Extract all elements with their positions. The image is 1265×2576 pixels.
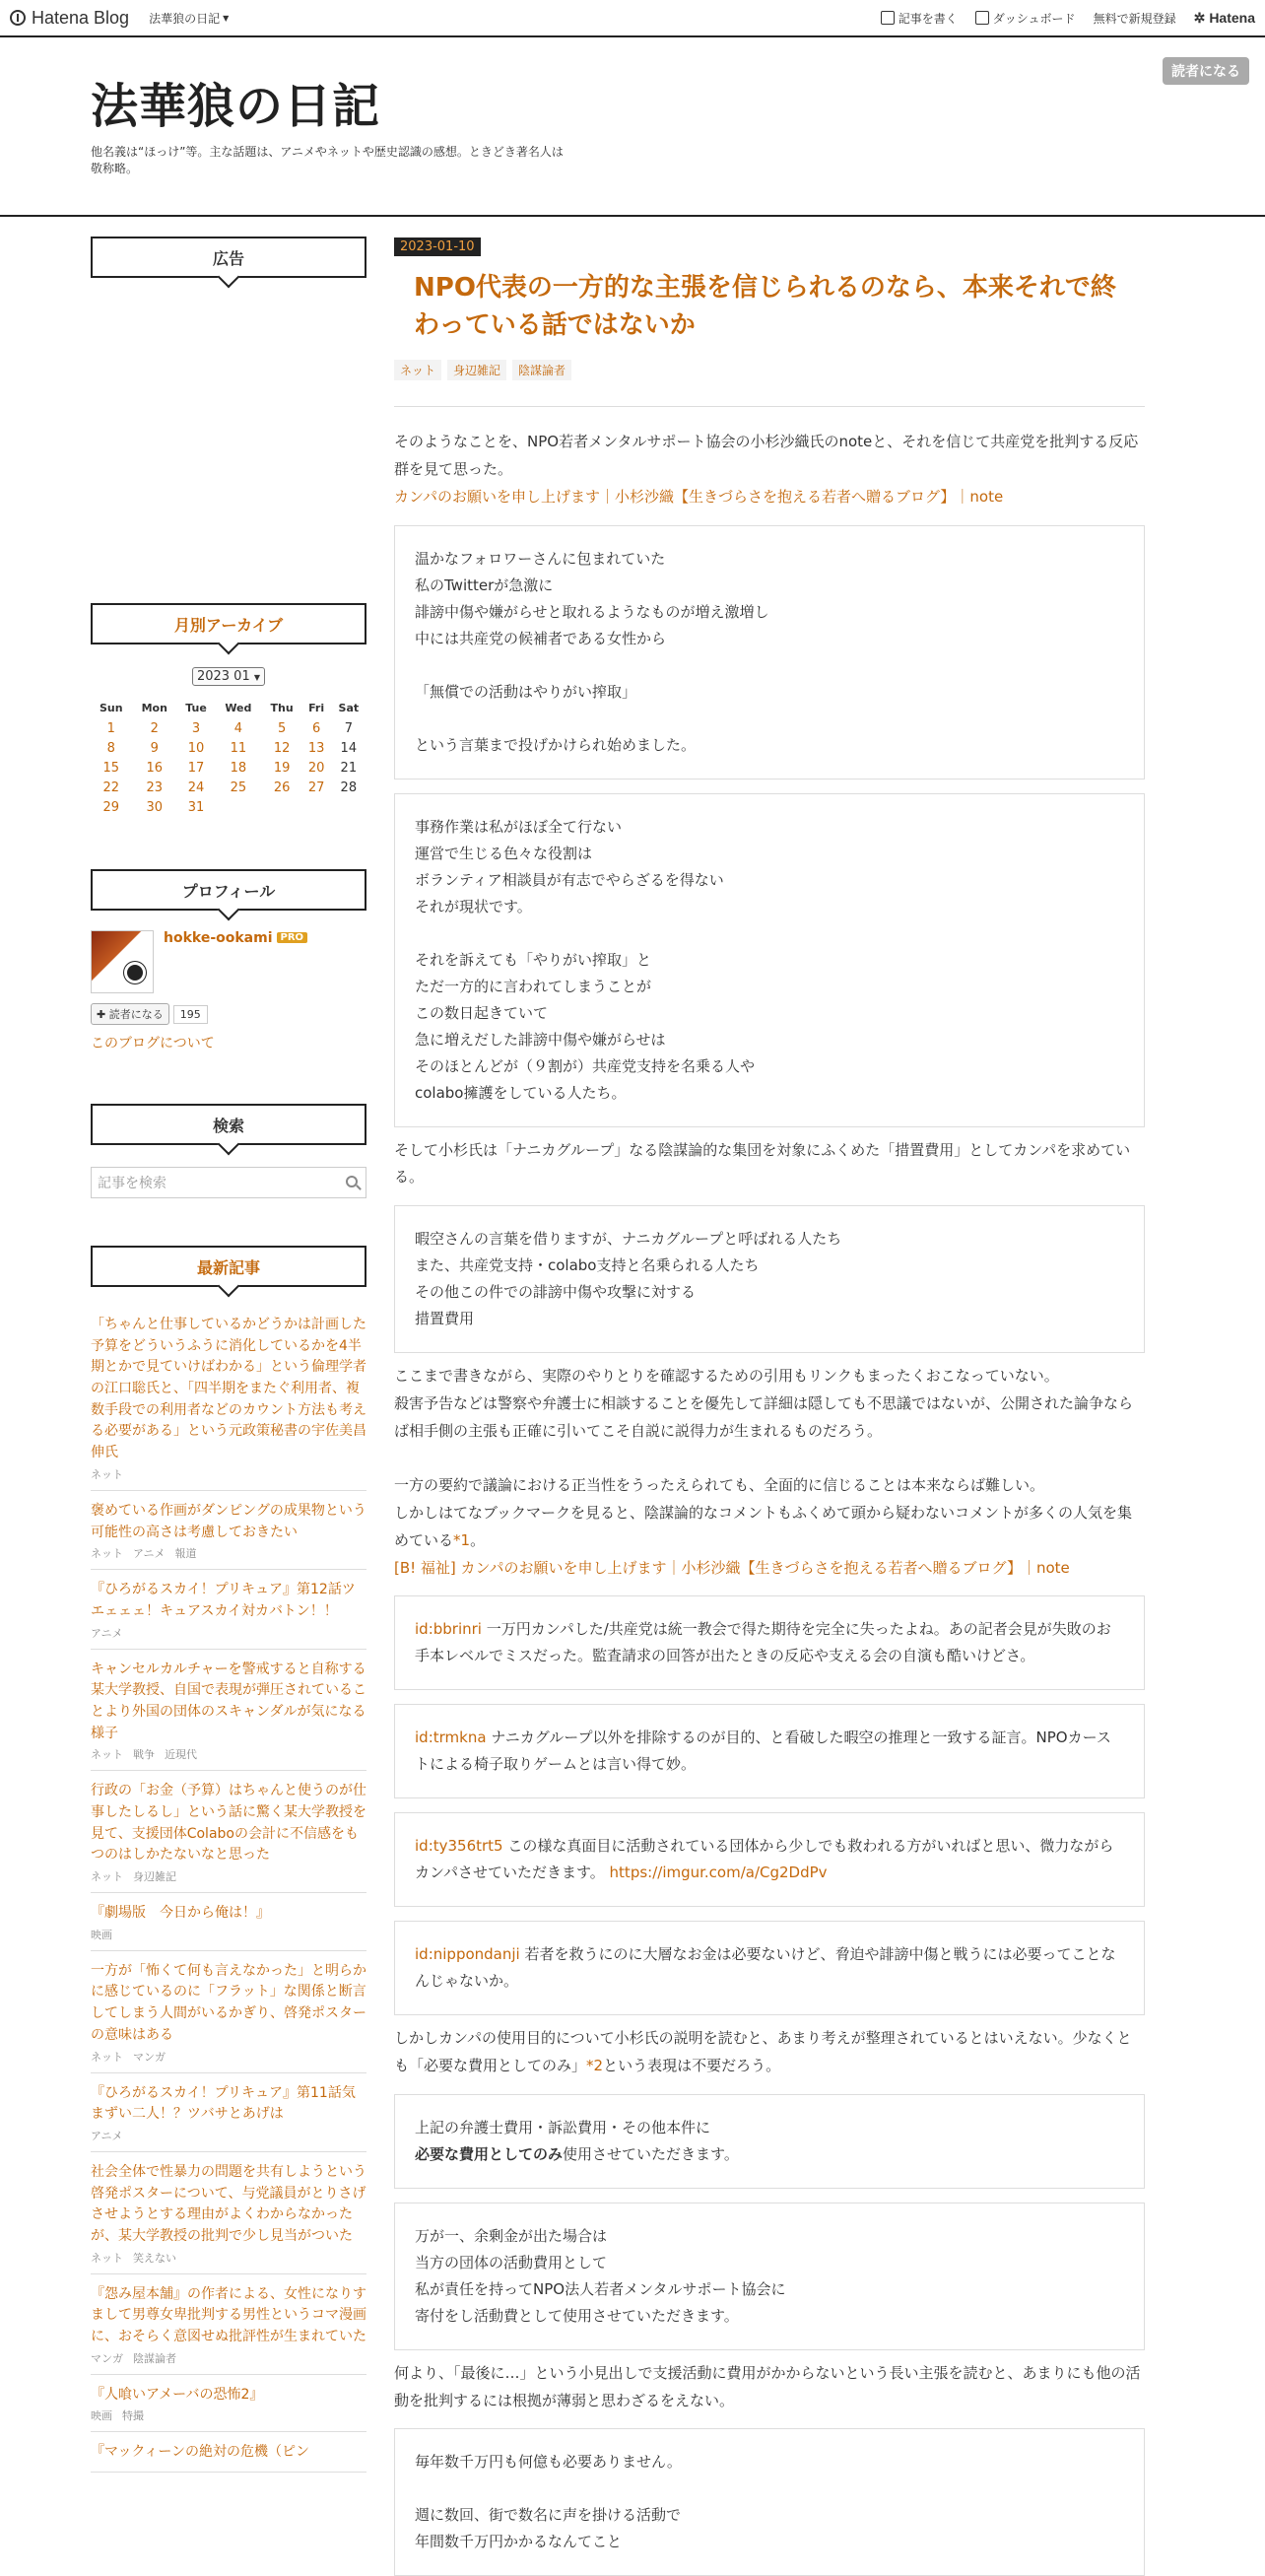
hatena-menu[interactable]: ✲ Hatena bbox=[1193, 9, 1255, 26]
recent-entry bbox=[91, 1893, 366, 1951]
quote-line: それが現状です。 bbox=[415, 897, 532, 915]
entry-date[interactable]: 2023-01-10 bbox=[394, 237, 481, 256]
quote-line: colabo擁護をしている人たち。 bbox=[415, 1083, 627, 1102]
recent-entry-title[interactable]: 『ひろがるスカイ！プリキュア』第12話ツエェェェ！キュアスカイ対カバトン！！ bbox=[91, 1582, 356, 1619]
calendar-day[interactable]: 22 bbox=[102, 780, 120, 795]
recent-entry-categories bbox=[91, 2350, 366, 2366]
quote-line: 当方の団体の活動費用として bbox=[415, 2253, 608, 2271]
quote-line: ボランティア相談員が有志でやらざるを得ない bbox=[415, 870, 724, 889]
calendar-day bbox=[215, 797, 262, 817]
recent-entry-category[interactable]: マンガ bbox=[133, 2050, 166, 2064]
blockquote bbox=[394, 2203, 1145, 2350]
plus-icon: ✚ bbox=[97, 1008, 106, 1021]
recent-entry-title[interactable]: 『怨み屋本舗』の作者による、女性になりすまして男尊女卑批判する男性というコマ漫画に、おそらく意図せぬ批評性が生まれていた bbox=[91, 2285, 366, 2344]
comment-text: ナニカグループ以外を排除するのが目的、と看破した暇空の推理と一致する証言。NPOカーストによる椅子取りゲームとは言い得て妙。 bbox=[415, 1729, 1111, 1774]
recent-entry-category[interactable]: 報道 bbox=[174, 1547, 197, 1561]
paragraph: 殺害予告などは警察や弁護士に相談することを優先して詳細は隠しても不思議ではないが、公開された論争ならば相手側の主張も正確に引いてこそ自説に説得力が生まれるものだろう。 bbox=[394, 1393, 1134, 1440]
blog-description: 他名義は“ほっけ”等。主な話題は、アニメやネットや歴史認識の感想。ときどき著名人は敬称略。 bbox=[91, 144, 564, 175]
quote-line: そのほとんどが（９割が）共産党支持を名乗る人や bbox=[415, 1056, 756, 1075]
recent-entry-category[interactable]: ネット bbox=[91, 2050, 123, 2064]
quote-line: 中には共産党の候補者である女性から bbox=[415, 629, 667, 647]
subscribe-button[interactable]: ✚ 読者になる bbox=[91, 1003, 169, 1025]
blockquote: 上記の弁護士費用・訴訟費用・その他本件に 必要な費用としてのみ使用させていただきます。 bbox=[394, 2094, 1145, 2189]
recent-entry-category[interactable]: アニメ bbox=[91, 1626, 123, 1640]
recent-entry bbox=[91, 2073, 366, 2152]
quote-line: 年間数千万円かかるなんてこと bbox=[415, 2533, 623, 2551]
quote-line: この数日起きていて bbox=[415, 1003, 549, 1022]
quote-line: 週に数回、街で数名に声を掛ける活動で bbox=[415, 2506, 682, 2525]
calendar-day[interactable]: 10 bbox=[187, 740, 205, 756]
recent-entry-category[interactable]: 陰謀論者 bbox=[133, 2351, 176, 2365]
blog-header bbox=[0, 37, 1265, 217]
recent-entries-module bbox=[91, 1246, 366, 2473]
recent-entry-category[interactable]: ネット bbox=[91, 1467, 123, 1481]
write-entry-link[interactable]: 記事を書く bbox=[881, 10, 958, 27]
quote-line: 事務作業は私がほぼ全て行ない bbox=[415, 817, 623, 836]
recent-entry bbox=[91, 2375, 366, 2433]
category-tag[interactable]: ネット bbox=[394, 360, 441, 380]
archive-module bbox=[91, 603, 366, 817]
weekday-label: Sun bbox=[99, 702, 123, 714]
blank-line bbox=[415, 706, 1124, 732]
main-content bbox=[394, 237, 1145, 2551]
recent-entry-categories bbox=[91, 1545, 366, 1561]
recent-entry-category[interactable]: マンガ bbox=[91, 2351, 123, 2365]
dashboard-link[interactable]: ダッシュボード bbox=[975, 10, 1076, 27]
recent-entry-title[interactable]: 『劇場版 今日から俺は！』 bbox=[91, 1905, 270, 1922]
pro-badge: PRO bbox=[277, 932, 308, 943]
calendar-day[interactable]: 15 bbox=[102, 760, 120, 776]
hatena-star-icon: ✲ bbox=[1193, 9, 1206, 26]
archive-calendar bbox=[91, 698, 366, 817]
calendar-day[interactable]: 16 bbox=[146, 760, 164, 776]
calendar-day[interactable]: 13 bbox=[307, 740, 325, 756]
recent-entry-title[interactable]: 『ひろがるスカイ！プリキュア』第11話気まずい二人！？ツバサとあげは bbox=[91, 2084, 356, 2123]
comment-user-link[interactable]: id:trmkna bbox=[415, 1729, 487, 1747]
calendar-day[interactable]: 3 bbox=[191, 720, 201, 736]
calendar-day bbox=[262, 797, 302, 817]
footnote-link[interactable]: *1 bbox=[453, 1530, 471, 1549]
calendar-day: 14 bbox=[340, 740, 358, 756]
bookmark-comments bbox=[394, 1595, 1145, 2015]
comment-text: 一万円カンパした/共産党は統一教会で得た期待を完全に失ったよね。あの記者会見が失敗のお手本レベルでミスだった。監査請求の回答が出たときの反応や支える会の自演も酷いけどさ。 bbox=[415, 1620, 1111, 1665]
quote-line: という言葉まで投げかけられ始めました。 bbox=[415, 735, 697, 754]
comment-text: 若者を救うにのに大層なお金は必要ないけど、脅迫や誹謗中傷と戦うには必要ってことなんじゃないか。 bbox=[415, 1945, 1116, 1991]
blank-line bbox=[415, 920, 1124, 947]
recent-entry bbox=[91, 2274, 366, 2375]
profile-heading: プロフィール bbox=[91, 869, 366, 911]
calendar-day[interactable]: 23 bbox=[146, 780, 164, 795]
recent-entry-categories bbox=[91, 1625, 366, 1641]
paragraph: そして小杉氏は「ナニカグループ」なる陰謀論的な集団を対象にふくめた「措置費用」としてカンパを求めている。 bbox=[394, 1140, 1131, 1186]
recent-entry-category[interactable]: 身辺雑記 bbox=[133, 1870, 176, 1884]
follow-button[interactable]: 読者になる bbox=[1163, 57, 1249, 85]
blockquote bbox=[394, 793, 1145, 1127]
entry-categories bbox=[394, 360, 1145, 380]
recent-entry-title[interactable]: 褒めている作画がダンピングの成果物という可能性の高さは考慮しておきたい bbox=[91, 1502, 366, 1540]
recent-entry bbox=[91, 1951, 366, 2073]
quote-line: それを訴えても「やりがい搾取」と bbox=[415, 950, 652, 969]
blockquote bbox=[394, 2428, 1145, 2576]
blank-line bbox=[415, 2475, 1124, 2502]
calendar-day[interactable]: 18 bbox=[230, 760, 247, 776]
recent-entry-category[interactable]: 映画 bbox=[91, 1928, 112, 1941]
weekday-label: Fri bbox=[308, 702, 325, 714]
recent-entry-category[interactable]: ネット bbox=[91, 1547, 123, 1561]
pencil-icon bbox=[881, 11, 895, 25]
blockquote bbox=[394, 1205, 1145, 1353]
recent-entry-category[interactable]: 近現代 bbox=[165, 1748, 197, 1762]
comment-user-link[interactable]: id:ty356trt5 bbox=[415, 1837, 503, 1856]
divider bbox=[394, 406, 1145, 407]
search-input[interactable]: 記事を検索 bbox=[91, 1167, 366, 1198]
select-caret-icon: ▼ bbox=[253, 673, 261, 682]
quote-line: 措置費用 bbox=[415, 1310, 475, 1328]
calendar-day: 7 bbox=[344, 720, 353, 736]
recent-entry-category[interactable]: ネット bbox=[91, 1870, 123, 1884]
recent-entry-category[interactable]: 映画 bbox=[91, 2409, 112, 2423]
recent-entry-categories bbox=[91, 2128, 366, 2143]
quote-line: 誹謗中傷や嫌がらせと取れるようなものが増え激増し bbox=[415, 602, 769, 621]
calendar-day[interactable]: 11 bbox=[230, 740, 247, 756]
sidebar bbox=[91, 237, 366, 2531]
search-module bbox=[91, 1104, 366, 1198]
paragraph: しかしはてなブックマークを見ると、陰謀論的なコメントもふくめて頭から疑わないコメントが多くの人気を集めている*1。 bbox=[394, 1504, 1132, 1549]
footnote-link[interactable]: *2 bbox=[586, 2057, 604, 2075]
calendar-day[interactable]: 26 bbox=[273, 780, 291, 795]
paragraph: そのようなことを、NPO若者メンタルサポート協会の小杉沙織氏のnoteと、それを信じて共産党を批判する反応群を見て思った。 bbox=[394, 433, 1139, 479]
recent-entry bbox=[91, 1570, 366, 1649]
search-icon[interactable] bbox=[346, 1176, 358, 1187]
recent-entry-categories bbox=[91, 2250, 366, 2266]
calendar-day[interactable]: 5 bbox=[277, 720, 287, 736]
recent-entry bbox=[91, 1491, 366, 1570]
calendar-day[interactable]: 30 bbox=[146, 799, 164, 815]
weekday-label: Thu bbox=[270, 702, 294, 714]
recent-entry-title[interactable]: 『マックィーンの絶対の危機（ピン bbox=[91, 2444, 310, 2461]
quote-line: 急に増えだした誹謗中傷や嫌がらせは bbox=[415, 1030, 666, 1049]
calendar-day[interactable]: 25 bbox=[230, 780, 247, 795]
profile-avatar[interactable] bbox=[91, 930, 154, 993]
recent-entry-title[interactable]: 『人喰いアメーバの恐怖2』 bbox=[91, 2386, 264, 2403]
bookmark-link[interactable]: [B! 福祉] カンパのお願いを申し上げます｜小杉沙織【生きづらさを抱える若者へ贈るブログ】｜note bbox=[394, 1558, 1070, 1577]
calendar-day[interactable]: 17 bbox=[187, 760, 205, 776]
archive-heading[interactable]: 月別アーカイブ bbox=[91, 603, 366, 644]
calendar-day: 28 bbox=[340, 780, 358, 795]
bookmark-comment bbox=[394, 1812, 1145, 1907]
dashboard-icon bbox=[975, 11, 989, 25]
recent-entry-categories bbox=[91, 2049, 366, 2065]
category-tag[interactable]: 身辺雑記 bbox=[447, 360, 506, 380]
comment-link[interactable]: https://imgur.com/a/Cg2DdPv bbox=[609, 1864, 828, 1882]
calendar-day[interactable]: 2 bbox=[150, 720, 159, 736]
calendar-day[interactable]: 27 bbox=[307, 780, 325, 795]
calendar-day[interactable]: 29 bbox=[102, 799, 120, 815]
recent-entry bbox=[91, 2152, 366, 2274]
archive-month-select[interactable]: 2023 01 ▼ bbox=[192, 667, 265, 686]
calendar-day[interactable]: 24 bbox=[187, 780, 205, 795]
calendar-day[interactable]: 19 bbox=[273, 760, 291, 776]
calendar-day[interactable]: 20 bbox=[307, 760, 325, 776]
calendar-day: 21 bbox=[340, 760, 358, 776]
paragraph: 何より、「最後に…」という小見出しで支援活動に費用がかからないという長い主張を読むと、あまりにも他の活動を批判するには根拠が薄弱と思わざるをえない。 bbox=[394, 2363, 1141, 2409]
quote-line: 暇空さんの言葉を借りますが、ナニカグループと呼ばれる人たち bbox=[415, 1230, 842, 1249]
blog-menu-dropdown[interactable]: 法華狼の日記 ▼ bbox=[149, 11, 230, 26]
recent-entry-categories bbox=[91, 1868, 366, 1884]
profile-module bbox=[91, 869, 366, 1052]
search-heading: 検索 bbox=[91, 1104, 366, 1145]
subscriber-count[interactable]: 195 bbox=[173, 1005, 208, 1024]
quote-line: 「無償での活動はやりがい搾取」 bbox=[415, 682, 637, 701]
recent-heading: 最新記事 bbox=[91, 1246, 366, 1287]
about-link[interactable]: このブログについて bbox=[91, 1036, 215, 1051]
blank-line bbox=[415, 652, 1124, 679]
recent-entry-title[interactable]: 行政の「お金（予算）はちゃんと使うのが仕事したしるし」という話に驚く某大学教授を見て、支援団体Colaboの会計に不信感をもつのはしかたないなと思った bbox=[91, 1783, 366, 1864]
category-tag[interactable]: 陰謀論者 bbox=[512, 360, 571, 380]
comment-user-link[interactable]: id:nippondanji bbox=[415, 1945, 520, 1964]
note-link[interactable]: カンパのお願いを申し上げます｜小杉沙織【生きづらさを抱える若者へ贈るブログ】｜note bbox=[394, 487, 1004, 506]
calendar-day[interactable]: 31 bbox=[187, 799, 205, 815]
weekday-label: Wed bbox=[225, 702, 252, 714]
quote-line: 万が一、余剰金が出た場合は bbox=[415, 2226, 608, 2245]
quote-line: 運営で生じる色々な役割は bbox=[415, 844, 593, 862]
quote-line: また、共産党支持・colabo支持と名乗られる人たち bbox=[415, 1256, 760, 1275]
quote-line: 寄付をし活動費として使用させていただきます。 bbox=[415, 2306, 739, 2325]
blog-title[interactable]: 法華狼の日記 bbox=[91, 79, 381, 134]
comment-user-link[interactable]: id:bbrinri bbox=[415, 1620, 482, 1639]
hatena-blog-logo[interactable]: Hatena Blog bbox=[10, 8, 129, 29]
recent-entry-title[interactable]: キャンセルカルチャーを警戒すると自称する某大学教授、自国で表現が弾圧されていることより外国の団体のスキャンダルが気になる様子 bbox=[91, 1661, 366, 1741]
profile-name-link[interactable]: hokke-ookami bbox=[164, 930, 273, 946]
ad-heading: 広告 bbox=[91, 237, 366, 278]
calendar-day[interactable]: 6 bbox=[311, 720, 321, 736]
quote-line: ただ一方的に言われてしまうことが bbox=[415, 977, 652, 995]
recent-entry-title[interactable]: 一方が「怖くて何も言えなかった」と明らかに感じているのに「フラット」な関係と断言してしまう人間がいるかぎり、啓発ポスターの意味はある bbox=[91, 1962, 366, 2043]
calendar-day bbox=[331, 797, 366, 817]
ad-module bbox=[91, 237, 366, 601]
bookmark-comment bbox=[394, 1921, 1145, 2015]
recent-entry-title[interactable]: 社会全体で性暴力の問題を共有しようという啓発ポスターについて、与党議員がとりさげさせようとする理由がよくわからなかったが、某大学教授の批判で少し見当がついた bbox=[91, 2163, 366, 2244]
hatena-logo-icon bbox=[10, 10, 26, 26]
quote-line: 毎年数千万円も何億も必要ありません。 bbox=[415, 2453, 682, 2472]
signup-link[interactable]: 無料で新規登録 bbox=[1093, 11, 1176, 26]
paragraph: 一方の要約で議論における正当性をうったえられても、全面的に信じることは本来ならば難しい。 bbox=[394, 1476, 1045, 1495]
comment-text: この様な真面目に活動されている団体から少しでも救われる方がいればと思い、微力ながらカンパさせていただきます。 bbox=[415, 1837, 1114, 1882]
paragraph: ここまで書きながら、実際のやりとりを確認するための引用もリンクもまったくおこなっていない。 bbox=[394, 1367, 1059, 1386]
quote-line: 私のTwitterが急激に bbox=[415, 576, 554, 594]
quote-line: その他この件での誹謗中傷や攻撃に対する bbox=[415, 1283, 697, 1302]
weekday-label: Tue bbox=[185, 702, 207, 714]
recent-entry bbox=[91, 2432, 366, 2473]
calendar-day[interactable]: 8 bbox=[106, 740, 115, 756]
bookmark-comment bbox=[394, 1595, 1145, 1690]
recent-entry-category[interactable]: アニメ bbox=[91, 2129, 123, 2142]
recent-entry bbox=[91, 1771, 366, 1893]
caret-down-icon: ▼ bbox=[223, 13, 230, 23]
recent-entry-category[interactable]: 戦争 bbox=[133, 1748, 155, 1762]
recent-entry-category[interactable]: 特撮 bbox=[122, 2409, 144, 2423]
weekday-label: Sat bbox=[338, 702, 360, 714]
weekday-label: Mon bbox=[141, 702, 167, 714]
recent-entry-categories bbox=[91, 1466, 366, 1482]
global-header bbox=[0, 0, 1265, 37]
recent-entry-category[interactable]: ネット bbox=[91, 1748, 123, 1762]
entry-title[interactable]: NPO代表の一方的な主張を信じられるのなら、本来それで終わっている話ではないか bbox=[414, 273, 1116, 340]
blockquote bbox=[394, 525, 1145, 780]
quote-line: 温かなフォロワーさんに包まれていた bbox=[415, 549, 666, 568]
paragraph: しかしカンパの使用目的について小杉氏の説明を読むと、あまり考えが整理されているとはいえない。少なくとも「必要な費用としてのみ」*2という表現は不要だろう。 bbox=[394, 2029, 1132, 2075]
recent-entry bbox=[91, 1305, 366, 1491]
bookmark-comment bbox=[394, 1704, 1145, 1798]
calendar-day[interactable]: 4 bbox=[233, 720, 242, 736]
recent-entry-categories bbox=[91, 1746, 366, 1762]
calendar-day bbox=[302, 797, 331, 817]
quote-line: 私が責任を持ってNPO法人若者メンタルサポート協会に bbox=[415, 2279, 786, 2298]
calendar-day[interactable]: 12 bbox=[273, 740, 291, 756]
recent-entry bbox=[91, 1650, 366, 1772]
calendar-day[interactable]: 9 bbox=[150, 740, 159, 756]
recent-entry-category[interactable]: ネット bbox=[91, 2251, 123, 2265]
recent-entry-category[interactable]: アニメ bbox=[133, 1547, 166, 1561]
recent-entry-title[interactable]: 「ちゃんと仕事しているかどうかは計画した予算をどういうふうに消化しているかを4半期とかで見ていけばわかる」という倫理学者の江口聡氏と、「四半期をまたぐ利用者、複数手段での利用者などのカウント方法も考える必要がある」という元政策秘書の宇佐美昌伸氏 bbox=[91, 1317, 366, 1461]
recent-entries-list bbox=[91, 1305, 366, 2473]
recent-entry-categories bbox=[91, 2407, 366, 2423]
recent-entry-category[interactable]: 笑えない bbox=[133, 2251, 176, 2265]
calendar-day[interactable]: 1 bbox=[106, 720, 115, 736]
recent-entry-categories bbox=[91, 1927, 366, 1942]
